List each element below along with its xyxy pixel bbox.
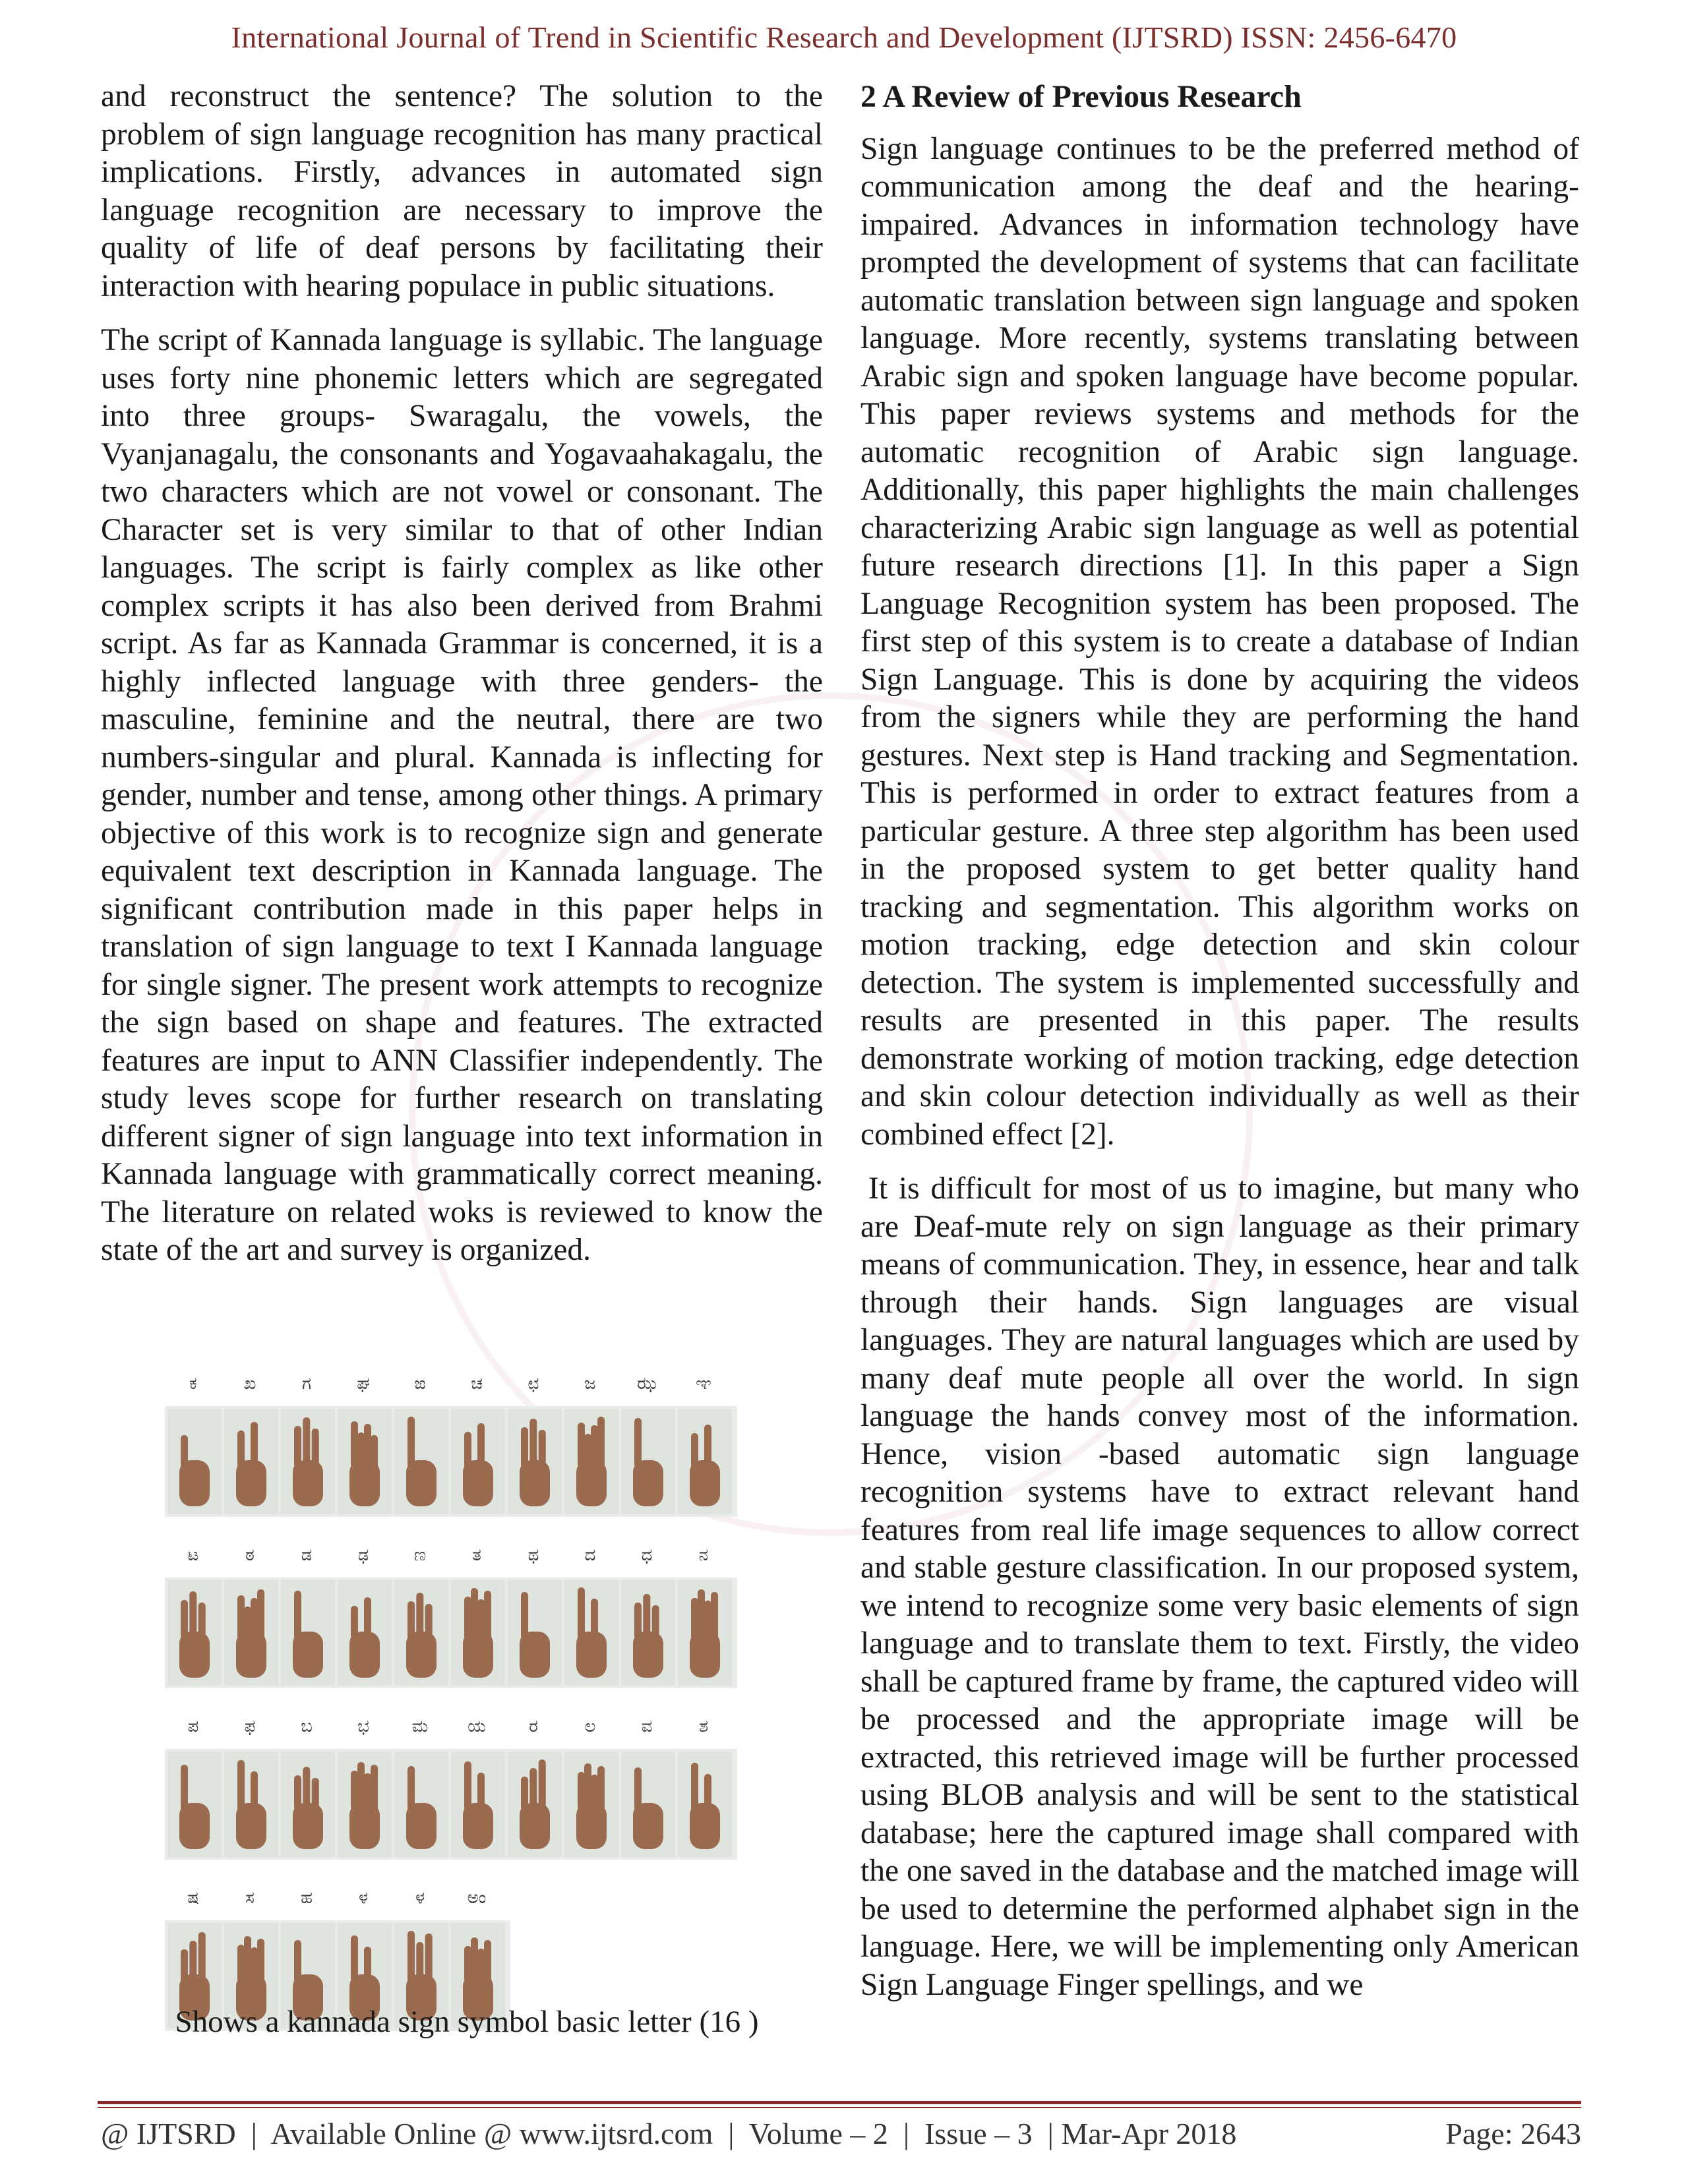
finger-shape: [521, 1777, 528, 1811]
hand-sign-icon: [224, 1409, 278, 1514]
finger-shape: [597, 1417, 605, 1468]
hand-sign-icon: [281, 1752, 335, 1857]
hand-sign-icon: [224, 1752, 278, 1857]
footer-info: @ IJTSRD | Available Online @ www.ijtsrd.com | Volume – 2 | Issue – 3 | Mar-Apr 2018: [101, 2117, 1237, 2150]
hand-sign-image: [167, 1580, 222, 1686]
finger-shape: [294, 1775, 301, 1811]
hand-sign-icon: [451, 1409, 505, 1514]
letter-row: [165, 1704, 771, 1749]
kannada-letter: ಝ: [637, 1373, 657, 1394]
finger-shape: [303, 1767, 310, 1811]
finger-shape: [529, 1419, 537, 1468]
finger-shape: [244, 1936, 251, 1982]
finger-shape: [351, 1606, 358, 1639]
finger-shape: [198, 1932, 206, 1982]
hand-sign-icon: [564, 1580, 618, 1686]
hand-sign-image: [338, 1409, 392, 1514]
finger-shape: [181, 1435, 188, 1468]
hand-sign-icon: [564, 1752, 618, 1857]
finger-shape: [591, 1775, 598, 1811]
kannada-letter: ಢ: [357, 1545, 369, 1565]
section-heading: 2 A Review of Previous Research: [860, 79, 1302, 114]
finger-shape: [407, 1417, 415, 1468]
finger-shape: [364, 1773, 371, 1811]
hand-sign-image: [281, 1580, 335, 1686]
left-paragraph-2: The script of Kannada language is syllabic. The language uses forty nine phonemic letters which are segregated into three groups- Swaragalu, the vowels, the Vyanjanagalu, the consonants and Yogavaahakagalu, the two characters which are not vowel or consonant. The Character set is very similar to that of other Indian languages. The script is fairly complex as like other complex scripts it has also been derived from Brahmi script. As far as Kannada Grammar is concerned, it is a highly inflected language with three genders- the masculine, feminine and the neutral, there are two numbers-singular and plural. Kannada is inflecting for gender, number and tense, among other things. A primary objective of this work is to recognize sign and generate equivalent text description in Kannada language. The significant contribution made in this paper helps in translation of sign language to text I Kannada language for single signer. The present work attempts to recognize the sign based on shape and features. The extracted features are input to ANN Classifier independently. The study leves scope for further research on translating different signer of sign language into text information in Kannada language with grammatically correct meaning. The literature on related woks is reviewed to know the state of the art and survey is organized.: [101, 323, 823, 1267]
finger-shape: [464, 1761, 471, 1811]
finger-shape: [539, 1430, 546, 1468]
kannada-letter: ಟ: [187, 1545, 199, 1565]
finger-shape: [189, 1941, 196, 1982]
hand-sign-icon: [167, 1580, 222, 1686]
hand-sign-image: [394, 1580, 448, 1686]
finger-shape: [521, 1592, 528, 1639]
hand-sign-image: [167, 1409, 222, 1514]
hand-sign-image: [224, 1409, 278, 1514]
finger-shape: [464, 1946, 471, 1982]
page-number: Page: 2643: [1445, 2117, 1581, 2150]
hand-sign-image: [451, 1752, 505, 1857]
kannada-letter: ಶ: [698, 1716, 709, 1736]
footer-rule-thin: [98, 2107, 1581, 2108]
finger-shape: [189, 1591, 196, 1639]
letter-row: [165, 1875, 771, 1920]
finger-shape: [351, 1421, 358, 1468]
hand-sign-image: [224, 1752, 278, 1857]
figure-caption: Shows a kannada sign symbol basic letter (16 ): [175, 2005, 759, 2039]
finger-shape: [416, 1593, 423, 1639]
hand-sign-image: [564, 1752, 618, 1857]
finger-shape: [181, 1765, 188, 1811]
kannada-letter: ನ: [698, 1545, 709, 1565]
finger-shape: [643, 1594, 650, 1639]
hand-sign-icon: [678, 1752, 732, 1857]
letter-row: [165, 1361, 771, 1406]
finger-shape: [312, 1778, 319, 1811]
letter-row: [165, 1533, 771, 1578]
finger-shape: [351, 1935, 358, 1982]
hand-sign-icon: [338, 1752, 392, 1857]
hand-photo-strip: [165, 1749, 737, 1860]
finger-shape: [251, 1947, 258, 1982]
hand-sign-icon: [338, 1409, 392, 1514]
hand-sign-icon: [621, 1580, 675, 1686]
finger-shape: [407, 1766, 415, 1811]
hand-sign-icon: [451, 1752, 505, 1857]
finger-shape: [425, 1604, 433, 1639]
finger-shape: [364, 1597, 371, 1639]
hand-sign-image: [564, 1409, 618, 1514]
kannada-letter: ಬ: [301, 1716, 313, 1736]
hand-sign-image: [621, 1752, 675, 1857]
finger-shape: [237, 1945, 245, 1982]
kannada-letter: ಮ: [411, 1716, 429, 1736]
finger-shape: [471, 1588, 478, 1639]
kannada-sign-figure: [165, 1361, 771, 2047]
kannada-letter: ಲ: [584, 1716, 596, 1736]
hand-sign-image: [394, 1409, 448, 1514]
kannada-letter: ದ: [584, 1545, 596, 1565]
kannada-letter: ಸ: [245, 1887, 255, 1908]
kannada-letter: ಳ: [358, 1887, 369, 1908]
hand-sign-icon: [394, 1580, 448, 1686]
hand-sign-icon: [564, 1409, 618, 1514]
finger-shape: [251, 1422, 258, 1468]
finger-shape: [244, 1607, 251, 1639]
finger-shape: [198, 1603, 206, 1639]
kannada-letter: ಞ: [696, 1373, 711, 1394]
finger-shape: [477, 1949, 485, 1982]
hand-sign-image: [621, 1409, 675, 1514]
finger-shape: [464, 1597, 471, 1639]
right-paragraph-2: It is difficult for most of us to imagine, but many who are Deaf-mute rely on sign language as their primary means of communication. They, in essence, hear and talk through their hands. Sign languages are visual languages. They are natural languages which are used by many deaf mute people all over the world. In sign language the hands convey most of the information. Hence, vision -based automatic sign language recognition systems have to extract relevant hand features from real life image sequences to allow correct and stable gesture classification. In our proposed system, we intend to recognize some very basic elements of sign language and to translate them to text. Firstly, the video shall be captured frame by frame, the captured video will be processed and the appropriate image will be extracted, this retrieved image will be further processed using BLOB analysis and will be sent to the statistical database; here the captured image shall compared with the one saved in the database and the matched image will be used to determine the performed alphabet sign in the language. Here, we will be implementing only American Sign Language Finger spellings, and we: [860, 1171, 1579, 2002]
finger-shape: [237, 1595, 245, 1639]
kannada-letter: ಘ: [357, 1373, 370, 1394]
finger-shape: [591, 1425, 598, 1468]
finger-shape: [584, 1763, 591, 1811]
hand-sign-image: [224, 1580, 278, 1686]
hand-sign-image: [451, 1409, 505, 1514]
kannada-letter: ಯ: [467, 1716, 486, 1736]
kannada-letter: ಭ: [357, 1716, 369, 1736]
finger-shape: [591, 1599, 598, 1639]
finger-shape: [521, 1427, 528, 1468]
finger-shape: [691, 1763, 698, 1811]
hand-sign-image: [508, 1409, 562, 1514]
kannada-letter: ಅಂ: [467, 1887, 487, 1908]
hand-sign-image: [508, 1580, 562, 1686]
kannada-letter: ಷ: [187, 1887, 199, 1908]
finger-shape: [257, 1589, 264, 1639]
kannada-letter: ಳ: [415, 1887, 425, 1908]
finger-shape: [312, 1429, 319, 1468]
finger-shape: [351, 1771, 358, 1811]
finger-shape: [578, 1772, 585, 1811]
finger-shape: [704, 1425, 711, 1468]
hand-sign-icon: [451, 1580, 505, 1686]
finger-shape: [477, 1773, 485, 1811]
finger-shape: [704, 1774, 711, 1811]
finger-shape: [371, 1765, 378, 1811]
finger-shape: [364, 1947, 371, 1982]
hand-sign-icon: [167, 1409, 222, 1514]
finger-shape: [416, 1942, 423, 1982]
right-column: [860, 78, 1579, 2021]
finger-shape: [652, 1605, 659, 1639]
hand-sign-image: [678, 1580, 732, 1686]
sign-row: [165, 1361, 771, 1517]
finger-shape: [578, 1423, 585, 1468]
finger-shape: [477, 1423, 485, 1468]
finger-shape: [691, 1598, 698, 1639]
kannada-letter: ಥ: [528, 1545, 539, 1565]
finger-shape: [711, 1592, 718, 1639]
hand-sign-image: [678, 1752, 732, 1857]
hand-photo-strip: [165, 1578, 737, 1688]
hand-sign-image: [281, 1752, 335, 1857]
finger-shape: [471, 1937, 478, 1982]
kannada-letter: ಧ: [641, 1545, 653, 1565]
finger-shape: [181, 1600, 188, 1639]
hand-sign-icon: [508, 1409, 562, 1514]
kannada-letter: ರ: [529, 1716, 538, 1736]
left-column: [101, 78, 823, 1286]
finger-shape: [407, 1931, 415, 1982]
hand-sign-image: [564, 1580, 618, 1686]
kannada-letter: ಕ: [189, 1373, 197, 1394]
hand-sign-icon: [394, 1752, 448, 1857]
finger-shape: [704, 1601, 711, 1639]
kannada-letter: ಹ: [300, 1887, 313, 1908]
kannada-letter: ಚ: [471, 1373, 483, 1394]
finger-shape: [294, 1940, 301, 1982]
finger-shape: [407, 1601, 415, 1639]
footer-rule: [98, 2101, 1581, 2104]
page-footer: [101, 2116, 1581, 2151]
kannada-letter: ಖ: [243, 1373, 256, 1394]
finger-shape: [691, 1433, 698, 1468]
finger-shape: [597, 1766, 605, 1811]
hand-sign-icon: [281, 1580, 335, 1686]
finger-shape: [584, 1434, 591, 1468]
finger-shape: [539, 1759, 546, 1811]
hand-sign-icon: [338, 1580, 392, 1686]
finger-shape: [181, 1949, 188, 1982]
hand-sign-image: [281, 1409, 335, 1514]
kannada-letter: ಙ: [414, 1373, 426, 1394]
journal-header: International Journal of Trend in Scientific Research and Development (IJTSRD) ISSN: 2456-6470: [231, 20, 1457, 54]
hand-sign-icon: [224, 1580, 278, 1686]
hand-sign-icon: [678, 1409, 732, 1514]
finger-shape: [634, 1603, 642, 1639]
kannada-letter: ಪ: [187, 1716, 199, 1736]
finger-shape: [484, 1940, 491, 1982]
finger-shape: [634, 1418, 642, 1468]
kannada-letter: ಡ: [301, 1545, 313, 1565]
kannada-letter: ಗ: [301, 1373, 312, 1394]
finger-shape: [425, 1933, 433, 1982]
finger-shape: [303, 1417, 310, 1468]
finger-shape: [464, 1432, 471, 1468]
hand-sign-icon: [281, 1409, 335, 1514]
kannada-letter: ಫ: [244, 1716, 256, 1736]
finger-shape: [357, 1762, 365, 1811]
kannada-letter: ಣ: [413, 1545, 427, 1565]
hand-sign-icon: [621, 1752, 675, 1857]
hand-sign-image: [678, 1409, 732, 1514]
hand-sign-icon: [621, 1409, 675, 1514]
right-paragraph-1: Sign language continues to be the preferred method of communication among the deaf and the hearing-impaired. Advances in information technology have prompted the development of systems that can facilitate automatic translation between sign language and spoken language. More recently, systems translating between Arabic sign and spoken language have become popular. This paper reviews systems and methods for the automatic recognition of Arabic sign language. Additionally, this paper highlights the main challenges characterizing Arabic sign language as well as potential future research directions [1]. In this paper a Sign Language Recognition system has been proposed. The first step of this system is to create a database of Indian Sign Language. This is done by acquiring the videos from the signers while they are performing the hand gestures. Next step is Hand tracking and Segmentation. This is performed in order to extract features from a particular gesture. A three step algorithm has been used in the proposed system to get better quality hand tracking and segmentation. This algorithm works on motion tracking, edge detection and skin colour detection. The system is implemented successfully and results are presented in this paper. The results demonstrate working of motion tracking, edge detection and skin colour detection individually as well as their combined effect [2].: [860, 131, 1579, 1152]
kannada-letter: ತ: [472, 1545, 481, 1565]
finger-shape: [484, 1591, 491, 1639]
hand-sign-icon: [394, 1409, 448, 1514]
finger-shape: [364, 1424, 371, 1468]
kannada-letter: ಠ: [245, 1545, 255, 1565]
finger-shape: [371, 1435, 378, 1468]
finger-shape: [477, 1599, 485, 1639]
finger-shape: [357, 1432, 365, 1468]
finger-shape: [698, 1589, 705, 1639]
finger-shape: [257, 1939, 264, 1982]
finger-shape: [578, 1587, 585, 1639]
hand-sign-image: [338, 1580, 392, 1686]
finger-shape: [294, 1591, 301, 1639]
finger-shape: [634, 1767, 642, 1811]
hand-sign-image: [167, 1752, 222, 1857]
hand-sign-icon: [508, 1752, 562, 1857]
kannada-letter: ಛ: [528, 1373, 539, 1394]
hand-sign-image: [508, 1752, 562, 1857]
sign-row: [165, 1704, 771, 1860]
hand-sign-image: [394, 1752, 448, 1857]
hand-sign-icon: [678, 1580, 732, 1686]
hand-sign-image: [338, 1752, 392, 1857]
kannada-letter: ವ: [641, 1716, 653, 1736]
finger-shape: [237, 1760, 245, 1811]
finger-shape: [294, 1426, 301, 1468]
hand-sign-image: [451, 1580, 505, 1686]
finger-shape: [529, 1768, 537, 1811]
sign-row: [165, 1533, 771, 1688]
finger-shape: [251, 1771, 258, 1811]
hand-photo-strip: [165, 1406, 737, 1517]
kannada-letter: ಜ: [584, 1373, 596, 1394]
hand-sign-icon: [167, 1752, 222, 1857]
finger-shape: [237, 1431, 245, 1468]
left-paragraph-1: and reconstruct the sentence? The solution to the problem of sign language recognition has many practical implications. Firstly, advances in automated sign language recognition are necessary to improve the quality of life of deaf persons by facilitating their interaction with hearing populace in public situations.: [101, 79, 823, 303]
hand-sign-icon: [508, 1580, 562, 1686]
hand-sign-image: [621, 1580, 675, 1686]
finger-shape: [251, 1598, 258, 1639]
